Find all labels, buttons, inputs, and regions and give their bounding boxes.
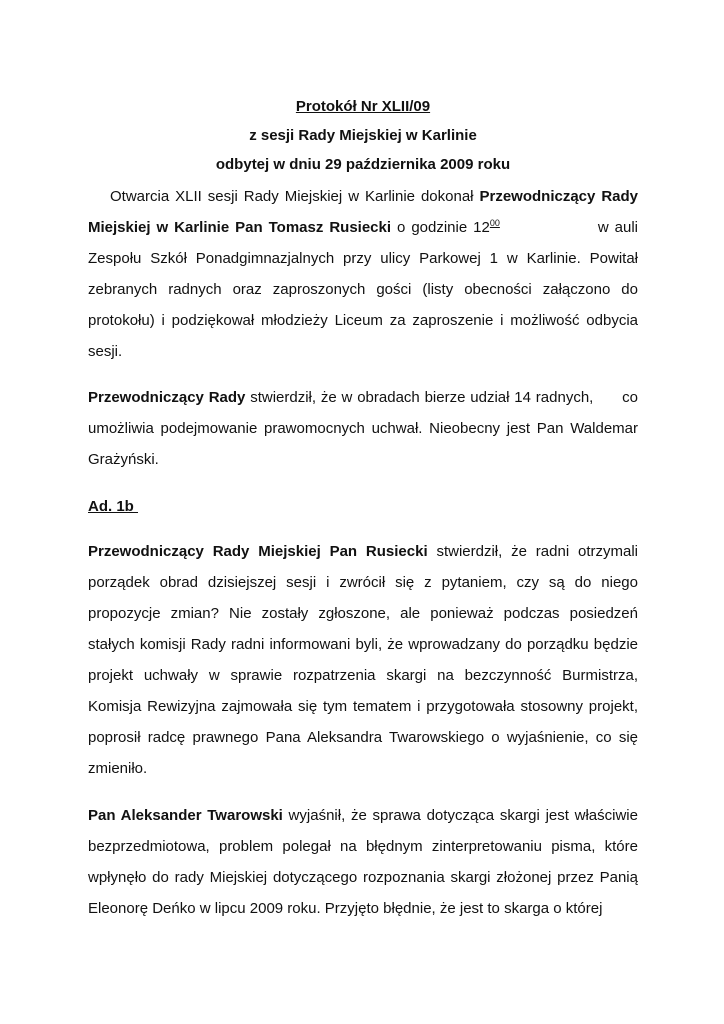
section-heading-ad-1b: Ad. 1b: [88, 498, 139, 515]
paragraph-opening-text-1: Otwarcia XLII sesji Rady Miejskiej w Karlinie dokonał: [110, 188, 480, 205]
paragraph-legal-explanation-text: wyjaśnił, że sprawa dotycząca skargi jest właściwie bezprzedmiotowa, problem polegał na błędnym zinterpretowaniu pisma, które wpłynęło do rady Miejskiej dotyczącego rozpoznania skargi złożonej przez Panią Eleonorę Deńko w lipcu 2009 roku. Przyjęto błędnie, że jest to skarga o której: [88, 807, 638, 917]
title-line-protocol-number: Protokół Nr XLII/09: [295, 98, 431, 115]
paragraph-opening-time-superscript: 00: [489, 218, 500, 228]
paragraph-legal-explanation: [88, 800, 638, 924]
paragraph-agenda-text: stwierdził, że radni otrzymali porządek obrad dzisiejszej sesji i zwrócił się z pytaniem, czy są do niego propozycje zmian? Nie zostały zgłoszone, ale ponieważ podczas posiedzeń stałych komisji Rady radni informowani byli, że wprowadzany do porządku będzie projekt uchwały w sprawie rozpatrzenia skargi na bezczynność Burmistrza, Komisja Rewizyjna zajmowała się tym tematem i przygotowała stosowny projekt, poprosił radcę prawnego Pana Aleksandra Twarowskiego o wyjaśnienie, co się zmieniło.: [88, 543, 638, 777]
document-title: [88, 92, 638, 179]
title-line-date: odbytej w dniu 29 października 2009 roku: [215, 156, 511, 173]
paragraph-agenda: [88, 536, 638, 784]
paragraph-quorum: [88, 382, 638, 475]
title-line-session: z sesji Rady Miejskiej w Karlinie: [249, 127, 477, 144]
paragraph-opening-text-3: w auli Zespołu Szkół Ponadgimnazjalnych przy ulicy Parkowej 1 w Karlinie. Powitał zebranych radnych oraz zaproszonych gości (listy obecności załączono do protokołu) i podziękował młodzieży Liceum za zaproszenie i możliwość odbycia sesji.: [88, 219, 638, 360]
paragraph-legal-explanation-speaker: Pan Aleksander Twarowski: [88, 807, 283, 824]
paragraph-quorum-text-2: co umożliwia podejmowanie prawomocnych uchwał. Nieobecny jest Pan Waldemar Grażyński.: [88, 389, 638, 468]
paragraph-opening: [88, 181, 638, 367]
paragraph-quorum-chairman: Przewodniczący Rady: [88, 389, 246, 406]
paragraph-quorum-text-1: stwierdził, że w obradach bierze udział 14 radnych,: [245, 389, 594, 406]
paragraph-opening-text-2: o godzinie 12: [391, 219, 490, 236]
paragraph-agenda-chairman: Przewodniczący Rady Miejskiej Pan Rusiecki: [88, 543, 428, 560]
paragraph-opening-chairman: Przewodniczący Rady Miejskiej w Karlinie Pan Tomasz Rusiecki: [88, 188, 638, 236]
